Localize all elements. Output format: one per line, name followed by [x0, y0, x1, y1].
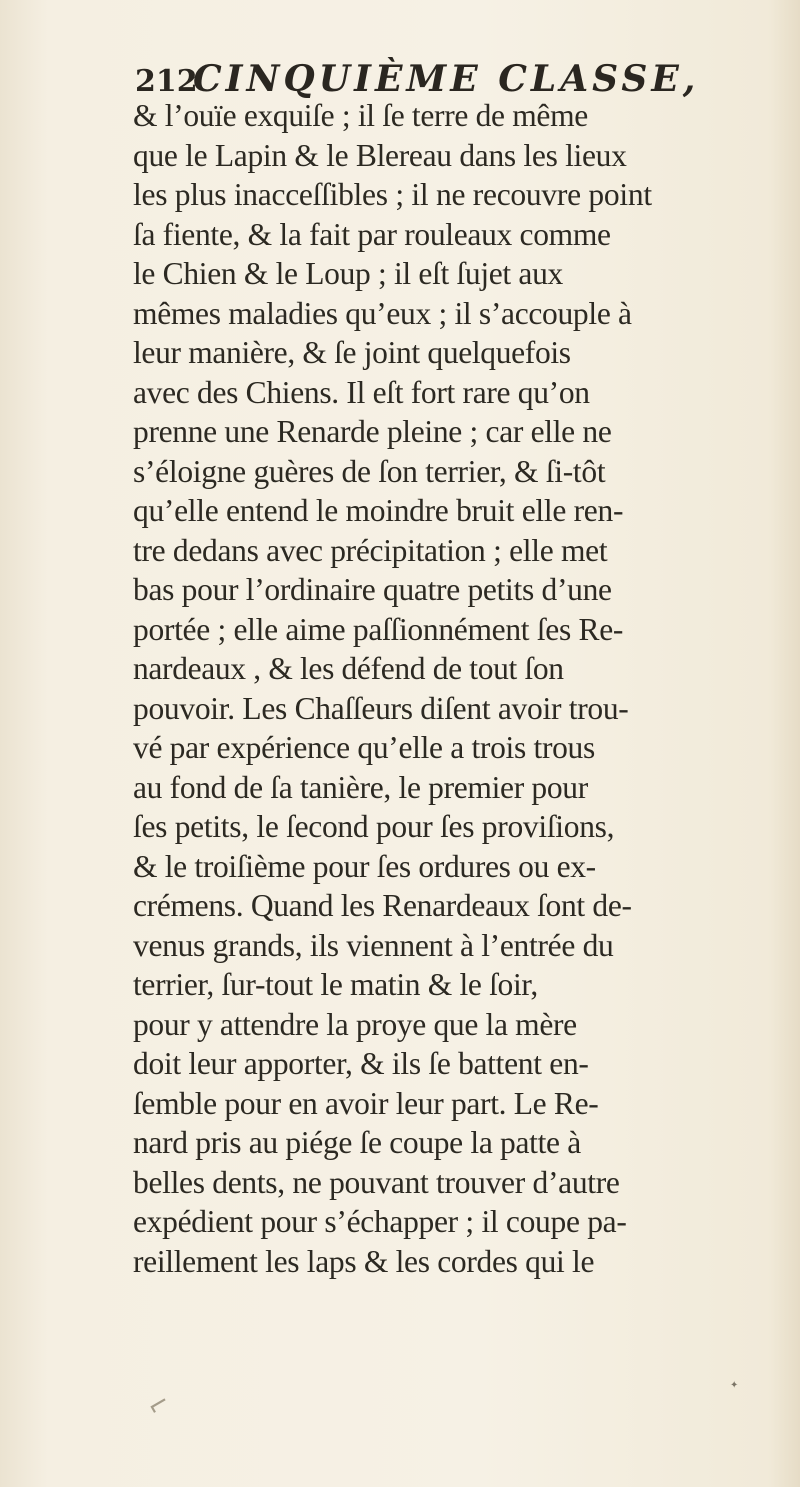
body-text [133, 96, 793, 1281]
text-line: venus grands, ils viennent à l’entrée du [133, 927, 614, 963]
pencil-mark: ⌐ [141, 1386, 176, 1424]
text-line: & le troiſième pour ſes ordures ou ex- [133, 848, 596, 884]
text-line: que le Lapin & le Blereau dans les lieux [133, 137, 627, 173]
text-line: belles dents, ne pouvant trouver d’autre [133, 1164, 620, 1200]
text-line: qu’elle entend le moindre bruit elle ren- [133, 493, 624, 528]
text-line: expédient pour s’échapper ; il coupe pa- [133, 1204, 627, 1239]
text-line: pouvoir. Les Chaſſeurs diſent avoir trou- [133, 690, 629, 726]
text-line: portée ; elle aime paſſionnément ſes Re- [133, 611, 624, 647]
text-line: nard pris au piége ſe coupe la patte à [133, 1125, 581, 1160]
text-line: reillement les laps & les cordes qui le [133, 1243, 595, 1279]
ink-speck: ✦ [730, 1380, 739, 1391]
text-line: le Chien & le Loup ; il eſt ſujet aux [133, 256, 563, 291]
text-line: nardeaux , & les défend de tout ſon [133, 651, 564, 686]
text-line: terrier, ſur-tout le matin & le ſoir, [133, 967, 538, 1002]
text-line: mêmes maladies qu’eux ; il s’accouple à [133, 295, 632, 331]
page-number: 212 [135, 64, 198, 99]
text-line: pour y attendre la proye que la mère [133, 1006, 577, 1042]
text-line: crémens. Quand les Renardeaux ſont de- [133, 888, 632, 923]
text-line: avec des Chiens. Il eſt fort rare qu’on [133, 374, 590, 410]
text-line: ſa fiente, & la fait par rouleaux comme [133, 216, 611, 252]
text-line: ſes petits, le ſecond pour ſes proviſions, [133, 809, 615, 844]
text-line: les plus inacceſſibles ; il ne recouvre point [133, 177, 652, 212]
text-line: tre dedans avec précipitation ; elle met [133, 532, 608, 568]
text-line: doit leur apporter, & ils ſe battent en- [133, 1046, 589, 1081]
text-line: s’éloigne guères de ſon terrier, & ſi-tôt [133, 453, 606, 489]
text-line: au fond de ſa tanière, le premier pour [133, 769, 588, 805]
text-line: ſemble pour en avoir leur part. Le Re- [133, 1085, 599, 1121]
text-line: prenne une Renarde pleine ; car elle ne [133, 414, 612, 449]
text-line: & l’ouïe exquiſe ; il ſe terre de même [133, 98, 588, 133]
text-line: leur manière, & ſe joint quelquefois [133, 335, 571, 370]
text-line: bas pour l’ordinaire quatre petits d’une [133, 572, 612, 607]
text-line: vé par expérience qu’elle a trois trous [133, 730, 595, 765]
running-head: CINQUIÈME CLASSE, [193, 58, 700, 100]
